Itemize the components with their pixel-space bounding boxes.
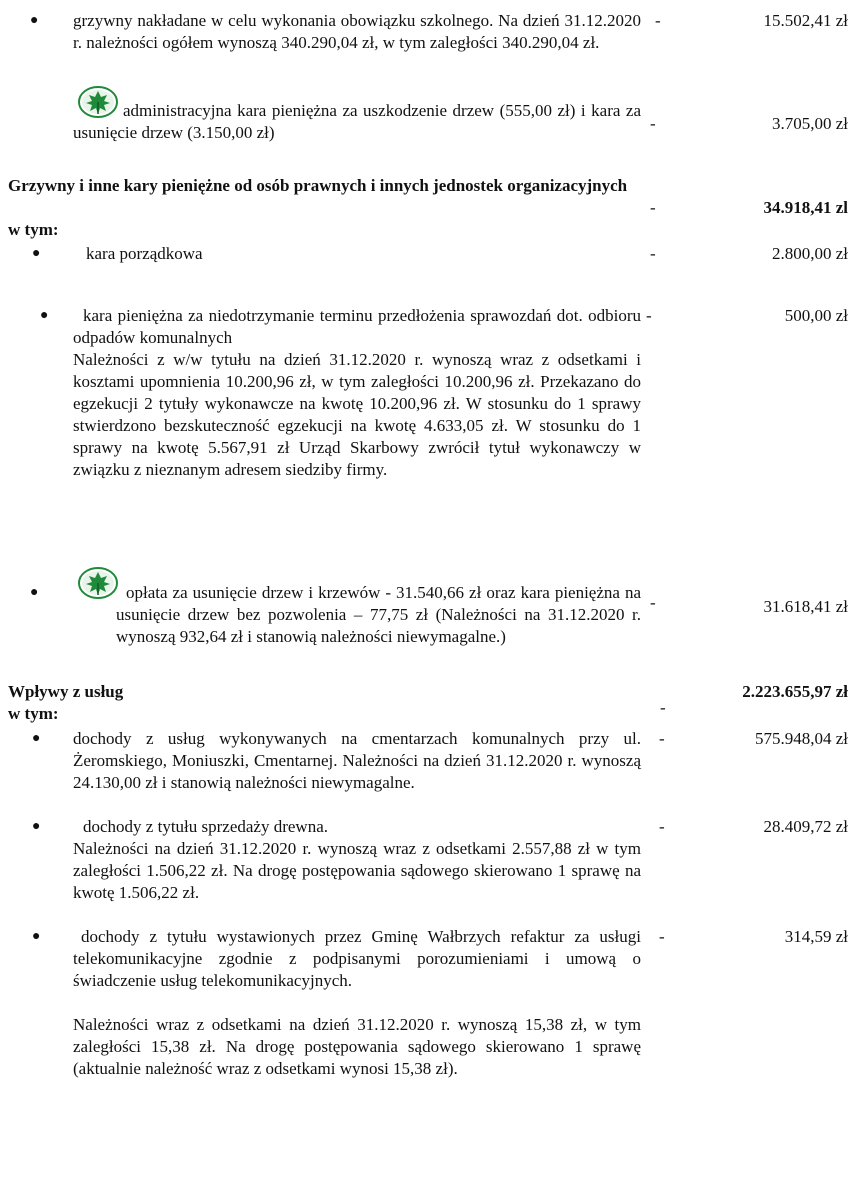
dash: - xyxy=(659,927,665,946)
dash: - xyxy=(650,198,656,217)
list-item-text: administracyjna kara pieniężna za uszkodzenie drzew (555,00 zł) i kara za usunięcie drzew (3.150,00 zł) xyxy=(73,101,641,142)
list-item-note: Należności na dzień 31.12.2020 r. wynoszą wraz z odsetkami 2.557,88 zł w tym zaległości 1.506,22 zł. Na drogę postępowania sądowego skierowano 1 sprawę na kwotę 1.506,22 zł. xyxy=(73,839,641,902)
bullet: ● xyxy=(40,308,49,323)
dash: - xyxy=(646,306,652,325)
list-item-text: dochody z tytułu sprzedaży drewna. xyxy=(83,817,328,836)
amount: 31.618,41 zł xyxy=(763,597,848,616)
amount: 2.800,00 zł xyxy=(771,244,848,263)
amount: 575.948,04 zł xyxy=(754,729,848,748)
section-amount: 2.223.655,97 zł xyxy=(742,682,848,701)
dash: - xyxy=(650,244,656,263)
bullet: ● xyxy=(32,819,41,834)
amount: 28.409,72 zł xyxy=(763,817,848,836)
dash: - xyxy=(650,114,656,133)
dash: - xyxy=(655,11,661,30)
dash: - xyxy=(660,698,666,717)
amount: 500,00 zł xyxy=(784,306,848,325)
w-tym-label: w tym: xyxy=(8,704,59,723)
list-item-note: Należności z w/w tytułu na dzień 31.12.2020 r. wynoszą wraz z odsetkami i kosztami upomnienia 10.200,96 zł, w tym zaległości 10.200,96 zł. Przekazano do egzekucji 2 tytuły wykonawcze na kwotę 10.200,96 zł. W stosunku do 1 sprawy stwierdzono bezskuteczność egzekucji na kwotę 4.633,05 zł. W stosunku do 1 sprawy na kwotę 5.567,91 zł Urząd Skarbowy zwrócił tytuł wykonawczy w związku z nieznanym adresem siedziby firmy. xyxy=(73,350,641,479)
bullet: ● xyxy=(30,585,39,600)
w-tym-label: w tym: xyxy=(8,220,59,239)
section-amount: 34.918,41 zl xyxy=(763,198,848,217)
list-item-text: kara porządkowa xyxy=(86,244,203,263)
bullet: ● xyxy=(32,731,41,746)
list-item-text: grzywny nakładane w celu wykonania obowiązku szkolnego. Na dzień 31.12.2020 r. należności ogółem wynoszą 340.290,04 zł, w tym zaległości 340.290,04 zł. xyxy=(73,11,641,52)
eco-leaf-icon xyxy=(78,567,118,599)
list-item-text: opłata za usunięcie drzew i krzewów - 31.540,66 zł oraz kara pieniężna na usunięcie drzew bez pozwolenia – 77,75 zł (Należności na 31.12.2020 r. wynoszą 932,64 zł i stanowią należności niewymagalne.) xyxy=(116,583,641,646)
list-item-text: kara pieniężna za niedotrzymanie terminu przedłożenia sprawozdań dot. odbioru odpadów komunalnych xyxy=(73,306,641,347)
amount: 15.502,41 zł xyxy=(763,11,848,30)
bullet: ● xyxy=(32,929,41,944)
section-heading: Grzywny i inne kary pieniężne od osób prawnych i innych jednostek organizacyjnych xyxy=(8,176,628,195)
list-item-text: dochody z usług wykonywanych na cmentarzach komunalnych przy ul. Żeromskiego, Moniuszki, Cmentarnej. Należności na dzień 31.12.2020 r. wynoszą 24.130,00 zł i stanowią należności niewymagalne. xyxy=(73,729,641,792)
amount: 314,59 zł xyxy=(784,927,848,946)
bullet: ● xyxy=(30,13,39,28)
dash: - xyxy=(659,729,665,748)
bullet: ● xyxy=(32,246,41,261)
section-heading: Wpływy z usług xyxy=(8,682,124,701)
amount: 3.705,00 zł xyxy=(771,114,848,133)
list-item-note: Należności wraz z odsetkami na dzień 31.12.2020 r. wynoszą 15,38 zł, w tym zaległości 15,38 zł. Na drogę postępowania sądowego skierowano 1 sprawę (aktualnie należność wraz z odsetkami wynosi 15,38 zł). xyxy=(73,1015,641,1078)
list-item-text: dochody z tytułu wystawionych przez Gminę Wałbrzych refaktur za usługi telekomunikacyjne zgodnie z podpisanymi porozumieniami i umową o świadczenie usług telekomunikacyjnych. xyxy=(73,927,641,990)
dash: - xyxy=(659,817,665,836)
dash: - xyxy=(650,593,656,612)
